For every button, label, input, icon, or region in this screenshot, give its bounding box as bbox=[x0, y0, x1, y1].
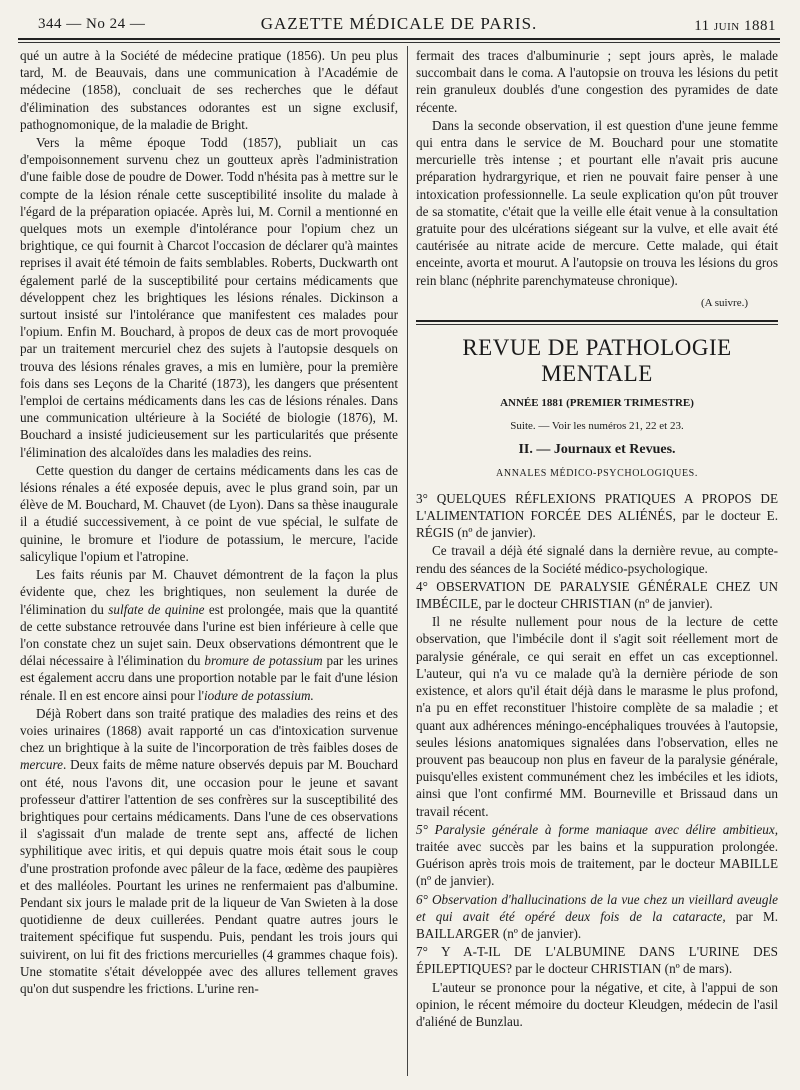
left-paragraph-2: Vers la même époque Todd (1857), publiait un cas d'empoisonnement survenu chez un goutteux après l'administration d'une faible dose de poudre de Dower. Todd n'hésita pas à mettre sur le compte de la lésion rénale cette susceptibilité insolite du malade à l'égard de la préparation opiacée. Après lui, M. Cornil a mentionné en quelques mots un exemple d'intolérance pour l'opium chez un brightique, ce qui fournit à Charcot l'occasion de déclarer qu'à maintes reprises il avait été témoin de faits semblables. Roberts, Duckwarth ont également parlé de la susceptibilité pour certains médicaments que développent chez les brightiques les lésions rénales. Dickinson a surtout insisté sur l'intolérance que manifestent ces malades pour l'opium. Enfin M. Bouchard, à propos de deux cas de mort provoquée par un traitement mercuriel chez des sujets à l'autopsie desquels on trouva des lésions rénales graves, a mis en lumière, pour la première fois dans ses Leçons de la Charité (1873), les dangers que présentent l'emploi de certains médicaments dans les cas de lésions rénales. Dans une communication ultérieure à la Société de biologie (1876), M. Bouchard a insisté judicieusement sur les particularités que présente l'élimination des alcaloïdes dans les maladies des reins. bbox=[20, 135, 398, 460]
page-header bbox=[18, 12, 780, 38]
left-column bbox=[20, 47, 398, 997]
left-paragraph-1: qué un autre à la Société de médecine pratique (1856). Un peu plus tard, M. de Beauvais, dans une communication à l'Académie de médecine (1858), concluait de ses recherches que le défaut d'élimination des substances odorantes est un signe exclusif, pathognomonique, de la maladie de Bright. bbox=[20, 48, 398, 132]
column-divider bbox=[407, 46, 408, 1076]
header-rule-thin bbox=[18, 42, 780, 43]
section-rule bbox=[416, 320, 778, 322]
review-item-7: 7° Y A-T-IL DE L'ALBUMINE DANS L'URINE DES ÉPILEPTIQUES? par le docteur CHRISTIAN (nº de mars). bbox=[416, 944, 778, 977]
right-paragraph-2: Dans la seconde observation, il est question d'une jeune femme qui entra dans le service de M. Bouchard pour une stomatite mercurielle très intense ; et pourtant elle n'avait pris aucune préparation hydrargyrique, et rien ne pouvait faire penser à une intoxication professionnelle. La seule explication qu'on pût trouver de sa stomatite, c'était que la veille elle était venue à la consultation gratuite pour des ulcérations siégeant sur la vulve, et elle avait été cautérisée au nitrate acide de mercure. Cette malade, qui était enceinte, avorta et mourut. A l'autopsie on trouva les lésions du gros rein blanc (néphrite parenchymateuse chronique). bbox=[416, 117, 778, 288]
issue-date bbox=[694, 18, 776, 35]
review-text-4: Il ne résulte nullement pour nous de la lecture de cette observation, que l'imbécile dont il s'agit soit réellement mort de paralysie générale, ce qui serait en effet un cas exceptionnel. L'auteur, qui n'a vu ce malade qu'à la dernière période de son existence, et alors qu'il était déjà dans le marasme le plus profond, n'a pu en effet reconstituer l'histoire complète de sa maladie ; et quant aux adhérences méningo-encéphaliques trouvées à l'autopsie, seules lésions anatomiques signalées dans l'observation, elles ne prouvent pas beaucoup non plus en faveur de la paralysie générale, puisqu'elles existent communément chez les imbéciles et les idiots, ainsi que l'ont confirmé MM. Bourneville et Brissaud dans un travail récent. bbox=[416, 614, 778, 819]
journal-source: ANNALES MÉDICO-PSYCHOLOGIQUES. bbox=[496, 467, 698, 479]
section-subtitle: II. — Journaux et Revues. bbox=[518, 442, 676, 458]
left-paragraph-4: Les faits réunis par M. Chauvet démontrent de la façon la plus évidente que, chez les brightiques, non seulement la durée de l'élimination du sulfate de quinine est prolongée, mais que la quantité de cette substance retrouvée dans l'urine est bien inférieure à celle que l'on constate chez un sujet sain. Deux observations démontrent que le délai nécessaire à l'élimination du bromure de potassium par les urines est également accru dans une proportion notable par le fait d'une lésion rénale. Il en est encore ainsi pour l'iodure de potassium. bbox=[20, 567, 399, 703]
journal-title: GAZETTE MÉDICALE DE PARIS. bbox=[260, 14, 538, 33]
review-text-7: L'auteur se prononce pour la négative, et cite, à l'appui de son opinion, le récent mémoire du docteur Kleudgen, médecin de l'asil d'aliéné de Bunzlau. bbox=[416, 979, 778, 1029]
left-paragraph-5: Déjà Robert dans son traité pratique des maladies des reins et des voies urinaires (1868) avait rapporté un cas d'intoxication survenue chez un brightique à la suite de l'incorporation de très faibles doses de mercure. Deux faits de même nature observés depuis par M. Bouchard ont été, nous l'avons dit, une occasion pour le jeune et savant professeur d'attirer l'attention de ses confrères sur la susceptibilité des brightiques pour certains médicaments. Dans l'une de ces observations il s'agissait d'un malade de trente sept ans, affecté de lichen syphilitique avec iritis, et qui depuis quatre mois était sous le coup d'une prostration profonde avec pâleur de la face, œdème des paupières et des malléoles. Pourtant les urines ne renfermaient pas d'albumine. Pendant six jours le malade prit de la liqueur de Van Swieten à la dose quotidienne de deux cuillerées. Pendant quatre autres jours le traitement spécifique fut suspendu. Puis, pendant les trois jours qui suivirent, on lui fit des frictions mercurielles (4 grammes chaque fois). Une stomatite s'était développée avec des allures tellement graves qu'on dut suspendre les frictions. L'urine ren- bbox=[20, 705, 398, 996]
section-title: REVUE DE PATHOLOGIE MENTALE bbox=[462, 335, 732, 387]
review-text-3: Ce travail a déjà été signalé dans la dernière revue, au compte-rendu des séances de la Société médico-psychologique. bbox=[416, 543, 778, 576]
review-item-4: 4° OBSERVATION DE PARALYSIE GÉNÉRALE CHEZ UN IMBÉCILE, par le docteur CHRISTIAN (nº de janvier). bbox=[416, 578, 778, 612]
header-rule bbox=[18, 38, 780, 40]
page-number: 344 — No 24 — bbox=[38, 16, 146, 32]
right-column bbox=[416, 47, 778, 1030]
review-item-3: 3° QUELQUES RÉFLEXIONS PRATIQUES A PROPOS DE L'ALIMENTATION FORCÉE DES ALIÉNÉS, par le docteur E. RÉGIS (nº de janvier). bbox=[416, 490, 778, 541]
date-year: 1881 bbox=[744, 18, 776, 34]
section-rule-thin bbox=[416, 324, 778, 325]
review-item-6: 6° Observation d'hallucinations de la vue chez un vieillard aveugle et qui avait été opéré deux fois de la cataracte, par M. BAILLARGER (nº de janvier). bbox=[416, 891, 778, 941]
date-month: JUIN bbox=[713, 21, 740, 33]
right-paragraph-1: fermait des traces d'albuminurie ; sept jours après, le malade succombait dans le coma. A l'autopsie on trouva les lésions du petit rein granuleux doublés d'une congestion des pyramides de date récente. bbox=[416, 48, 778, 115]
date-day: 11 bbox=[694, 18, 710, 34]
left-paragraph-3: Cette question du danger de certains médicaments dans les cas de lésions rénales a été exposée depuis, avec le plus grand soin, par un élève de M. Bouchard, M. Chauvet (de Lyon). Dans sa thèse inaugurale il a étudié successivement, à ce point de vue spécial, le sulfate de quinine, le bromure et l'iodure de potassium, le mercure, l'acide salicylique l'opium et l'atropine. bbox=[20, 462, 398, 564]
to-be-continued: (A suivre.) bbox=[700, 296, 748, 309]
review-item-5: 5° Paralysie générale à forme maniaque avec délire ambitieux, traitée avec succès par les bains et la suppuration prolongée. Guérison après trois mois de traitement, par le docteur MABILLE (nº de janvier). bbox=[416, 821, 778, 889]
section-year: ANNÉE 1881 (PREMIER TRIMESTRE) bbox=[500, 397, 694, 410]
section-continuation: Suite. — Voir les numéros 21, 22 et 23. bbox=[510, 420, 684, 433]
